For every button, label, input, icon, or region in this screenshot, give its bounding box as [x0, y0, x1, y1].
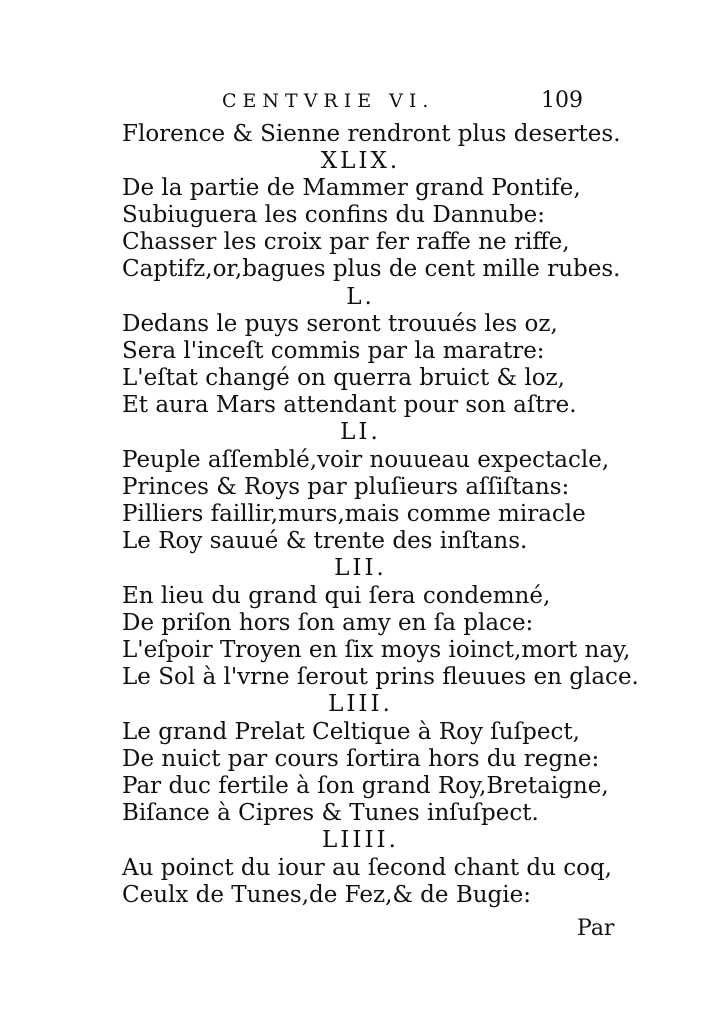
- verse-line: De la partie de Mammer grand Pontife,: [122, 175, 581, 201]
- verse-line: Subiuguera les confins du Dannube:: [122, 202, 546, 228]
- quatrain-numeral: LI.: [340, 419, 381, 445]
- page-number: 109: [541, 88, 583, 113]
- verse-line: Le grand Prelat Celtique à Roy ſuſpect,: [122, 719, 580, 745]
- verse-line: Sera l'inceſt commis par la maratre:: [122, 338, 545, 364]
- quatrain-numeral: L.: [346, 284, 375, 310]
- running-title: CENTVRIE VI.: [222, 90, 435, 112]
- page-header: [0, 90, 721, 120]
- verse-line: Florence & Sienne rendront plus desertes.: [122, 121, 621, 147]
- verse-line: L'eſpoir Troyen en ſix moys ioinct,mort nay,: [122, 637, 631, 663]
- verse-line: Princes & Roys par pluſieurs aſſiſtans:: [122, 474, 570, 500]
- verse-line: Peuple aſſemblé,voir nouueau expectacle,: [122, 447, 610, 473]
- verse-line: Dedans le puys seront trouués les oz,: [122, 311, 558, 337]
- verse-line: Et aura Mars attendant pour son aſtre.: [122, 392, 577, 418]
- verse-line: Par duc fertile à ſon grand Roy,Bretaigne,: [122, 773, 609, 799]
- quatrain-numeral: XLIX.: [320, 148, 401, 174]
- quatrain-numeral: LIIII.: [322, 827, 399, 853]
- verse-line: Le Roy sauué & trente des inſtans.: [122, 528, 528, 554]
- verse-line: Biſance à Cipres & Tunes inſuſpect.: [122, 800, 539, 826]
- verse-line: Ceulx de Tunes,de Fez,& de Bugie:: [122, 882, 531, 908]
- verse-line: Captifz,or,bagues plus de cent mille rubes.: [122, 256, 621, 282]
- verse-line: De nuict par cours ſortira hors du regne:: [122, 746, 600, 772]
- verse-line: Chasser les croix par fer raffe ne riffe,: [122, 229, 570, 255]
- quatrain-numeral: LIII.: [328, 691, 393, 717]
- verse-line: Pilliers faillir,murs,mais comme miracle: [122, 501, 586, 527]
- quatrain-numeral: LII.: [334, 555, 387, 581]
- verse-line: L'eſtat changé on querra bruict & loz,: [122, 365, 565, 391]
- verse-line: De priſon hors ſon amy en ſa place:: [122, 610, 534, 636]
- verse-line: Au poinct du iour au ſecond chant du coq,: [122, 855, 612, 881]
- verse-line: Le Sol à l'vrne ſerout prins fleuues en glace.: [122, 664, 639, 690]
- verse-line: En lieu du grand qui ſera condemné,: [122, 583, 551, 609]
- catchword: Par: [577, 916, 615, 941]
